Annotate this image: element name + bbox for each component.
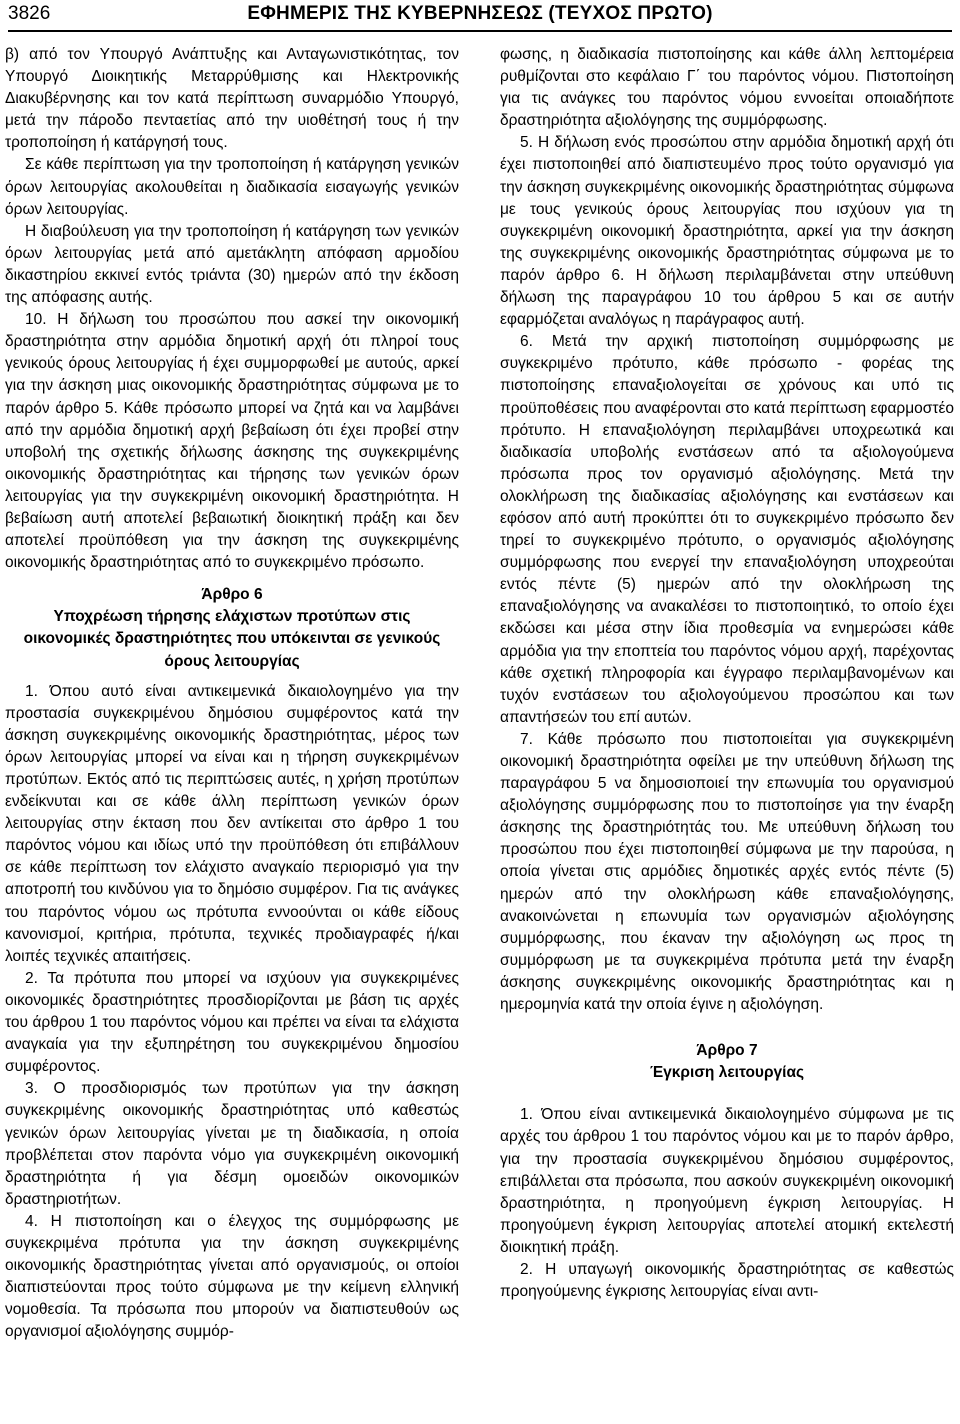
spacer (500, 1084, 954, 1104)
article-6-title: Υποχρέωση τήρησης ελάχιστων προτύπων στις οικονομικές δραστηριότητες που υπόκεινται σε γενικούς όρους λειτουργίας (23, 608, 441, 670)
page-header (8, 0, 952, 32)
paragraph: Η διαβούλευση για την τροποποίηση ή κατάργηση των γενικών όρων λειτουργίας μετά από αμετάκλητη απόφαση αρμοδίου δικαστηρίου εκκινεί εντός τριάντα (30) ημερών από την έκδοση της απόφασης αυτής. (5, 222, 459, 307)
spacer (5, 673, 459, 681)
paragraph: 7. Κάθε πρόσωπο που πιστοποιείται για συγκεκριμένη οικονομική δραστηριότητα οφείλει με την υπεύθυνη δήλωση της παραγράφου 5 να δημοσιοποιεί την επωνυμία του οργανισμού αξιολόγησης συμμόρφωσης που το πιστοποίησε για την έναρξη άσκησης της δραστηριότητάς του. Με υπεύθυνη δήλωση του προσώπου που έχει πιστοποιηθεί σύμφωνα με την παρούσα, η οποία γίνεται στις αρμόδιες δημοτικές αρχές εντός πέντε (5) ημερών από την ολοκλήρωση κάθε επαναξιολόγησης, ανακοινώνεται η επωνυμία των οργανισμών αξιολόγησης συμμόρφωσης, που έκαναν την αξιολόγηση ως προς τη συμμόρφωση με τα συγκεκριμένα πρότυπα μετά την έναρξη άσκησης συγκεκριμένης οικονομικής δραστηριότητας και η ημερομηνία κατά την οποία έγινε η αξιολόγηση. (500, 730, 954, 1014)
paragraph: 6. Μετά την αρχική πιστοποίηση συμμόρφωσης με συγκεκριμένο πρότυπο, κάθε πρόσωπο - φορέας της πιστοποίησης επαναξιολογείται σε χρόνους και υπό τις προϋποθέσεις που αναφέρονται στο κατά περίπτωση εφαρμοστέο πρότυπο. Η επαναξιολόγηση περιλαμβάνει υποχρεωτικά και διαδικασία υποβολής ενστάσεων από τα αξιολογούμενα πρόσωπα προς τον οργανισμό αξιολόγησης. Μετά την ολοκλήρωση της διαδικασίας αξιολόγησης και ενστάσεων και εφόσον από αυτή προκύπτει ότι το συγκεκριμένο πρόσωπο δεν τηρεί το συγκεκριμένο πρότυπο, ο οργανισμός αξιολόγησης συμμόρφωσης που ενεργεί την επαναξιολόγηση υποχρεούται εντός πέντε (5) ημερών από την ολοκλήρωση της επαναξιολόγησης να ανακαλέσει το πιστοποιητικό, το οποίο έχει εκδώσει και μέσα στην ίδια προθεσμία να ενημερώσει κάθε αρμόδια για την εποπτεία του παρόντος νόμου αρχή, παρέχοντας κάθε σχετική πληροφορία και έγγραφο περιλαμβανομένων και τυχόν ενστάσεων του αξιολογούμενου προσώπου και των απαντήσεών του επί αυτών. (500, 333, 954, 726)
article-7-title: Έγκριση λειτουργίας (649, 1064, 805, 1082)
right-column (500, 44, 954, 1303)
paragraph: φωσης, η διαδικασία πιστοποίησης και κάθε άλλη λεπτομέρεια ρυθμίζονται στο κεφάλαιο Γ΄ του παρόντος νόμου. Πιστοποίηση για τις ανάγκες του παρόντος νόμου εννοείται οποιαδήποτε δραστηριότητα αξιολόγησης της συμμόρφωσης. (500, 46, 954, 130)
article-6-number: Άρθρο 6 (201, 586, 263, 604)
paragraph: 1. Όπου αυτό είναι αντικειμενικά δικαιολογημένο για την προστασία συγκεκριμένου δημόσιου συμφέροντος κατά την άσκηση συγκεκριμένης οικονομικής δραστηριότητας, μέρος των όρων λειτουργίας μπορεί να είναι και η τήρηση συγκεκριμένων προτύπων. Εκτός από τις περιπτώσεις αυτές, η χρήση προτύπων ενδείκνυται και σε κάθε άλλη περίπτωση γενικών όρων λειτουργίας στην έκταση που δεν αντίκειται στο άρθρο 1 του παρόντος νόμου και ιδίως υπό την προϋπόθεση ότι επιβάλλουν σε κάθε περίπτωση τον ελάχιστο αναγκαίο περιορισμό για την αποτροπή του κινδύνου για το δημόσιο συμφέρον. Για τις ανάγκες του παρόντος νόμου ως πρότυπα εννοούνται οι κάθε είδους κανονισμοί, κριτήρια, πρότυπα, τεχνικές προδιαγραφές ή/και λοιπές τεχνικές απαιτήσεις. (5, 682, 459, 965)
page-number: 3826 (8, 3, 51, 24)
paragraph: Σε κάθε περίπτωση για την τροποποίηση ή κατάργηση γενικών όρων λειτουργίας ακολουθείται η διαδικασία εισαγωγής γενικών όρων λειτουργίας. (5, 156, 459, 218)
article-7-number: Άρθρο 7 (696, 1042, 758, 1060)
left-column (5, 44, 459, 1343)
paragraph: 1. Όπου είναι αντικειμενικά δικαιολογημένο σύμφωνα με τις αρχές του άρθρου 1 του παρόντος νόμου και με το παρόν άρθρο, για την προστασία συγκεκριμένου δημόσιου συμφέροντος, επιβάλλεται στα πρόσωπα, που ασκούν συγκεκριμένη οικονομική δραστηριότητα, η προηγούμενη έγκριση λειτουργίας. Η προηγούμενη έγκριση λειτουργίας αποτελεί ατομική εκτελεστή διοικητική πράξη. (500, 1106, 954, 1256)
paragraph: 5. Η δήλωση ενός προσώπου στην αρμόδια δημοτική αρχή ότι έχει πιστοποιηθεί από διαπιστευμένο προς τούτο οργανισμό για την άσκηση συγκεκριμένης οικονομικής δραστηριότητας σύμφωνα με τους γενικούς όρους λειτουργίας που ισχύουν για τη συγκεκριμένη οικονομική δραστηριότητα, αρκεί για την άσκηση της συγκεκριμένης οικονομικής δραστηριότητας σύμφωνα με το παρόν άρθρο 6. Η δήλωση περιλαμβάνεται στην υπεύθυνη δήλωση της παραγράφου 10 του άρθρου 5 και σε αυτήν εφαρμόζεται αναλόγως η παράγραφος αυτή. (500, 134, 954, 329)
paragraph: 2. Τα πρότυπα που μπορεί να ισχύουν για συγκεκριμένες οικονομικές δραστηριότητες προσδιορίζονται με βάση τις αρχές του άρθρου 1 του παρόντος νόμου και πρέπει να είναι τα ελάχιστα αναγκαία για την εξυπηρέτηση του συγκεκριμένου δημοσίου συμφέροντος. (5, 969, 459, 1076)
paragraph: 4. Η πιστοποίηση και ο έλεγχος της συμμόρφωσης με συγκεκριμένα πρότυπα για την άσκηση συγκεκριμένης οικονομικής δραστηριότητας γίνεται από οργανισμούς, οι οποίοι διαπιστεύονται προς τούτο σύμφωνα με την κείμενη ελληνική νομοθεσία. Τα πρόσωπα που μπορούν να διαπιστευθούν ως οργανισμοί αξιολόγησης συμμόρ- (5, 1212, 459, 1341)
gazette-title: ΕΦΗΜΕΡΙΣ ΤΗΣ ΚΥΒΕΡΝΗΣΕΩΣ (ΤΕΥΧΟΣ ΠΡΩΤΟ) (247, 3, 713, 24)
paragraph: 10. Η δήλωση του προσώπου που ασκεί την οικονομική δραστηριότητα στην αρμόδια δημοτική αρχή ότι πληροί τους γενικούς όρους λειτουργίας ή έχει συμμορφωθεί με αυτούς, αρκεί για την άσκηση μιας οικονομικής δραστηριότητας σύμφωνα με το παρόν άρθρο 5. Κάθε πρόσωπο μπορεί να ζητά και να λαμβάνει από την αρμόδια δημοτική αρχή βεβαίωση ότι έχει προβεί στην υποβολή της σχετικής δήλωσης άσκησης της συγκεκριμένης οικονομικής δραστηριότητας και τήρησης των γενικών όρων λειτουργίας για την συγκεκριμένη οικονομική δραστηριότητα. Η βεβαίωση αυτή αποτελεί βεβαιωτική διοικητική πράξη και δεν αποτελεί προϋπόθεση για την άσκηση της συγκεκριμένης οικονομικής δραστηριότητας από το συγκεκριμένο πρόσωπο. (5, 311, 459, 572)
paragraph: 3. Ο προσδιορισμός των προτύπων για την άσκηση συγκεκριμένης οικονομικής δραστηριότητας υπό καθεστώς γενικών όρων λειτουργίας γίνεται με τη διαδικασία, η οποία προβλέπεται στον παρόντα νόμο για συγκεκριμένη οικονομική δραστηριότητα ή για δέσμη ομοειδών οικονομικών δραστηριοτήτων. (5, 1080, 459, 1208)
paragraph: 2. Η υπαγωγή οικονομικής δραστηριότητας σε καθεστώς προηγούμενης έγκρισης λειτουργίας είναι αντι- (500, 1260, 954, 1301)
paragraph: β) από τον Υπουργό Ανάπτυξης και Ανταγωνιστικότητας, τον Υπουργό Διοικητικής Μεταρρύθμισης και Ηλεκτρονικής Διακυβέρνησης και τον κατά περίπτωση συναρμόδιο Υπουργό, μετά την πάροδο πενταετίας από την υιοθέτησή τους ή την τροποποίηση ή κατάργησή τους. (5, 46, 459, 152)
